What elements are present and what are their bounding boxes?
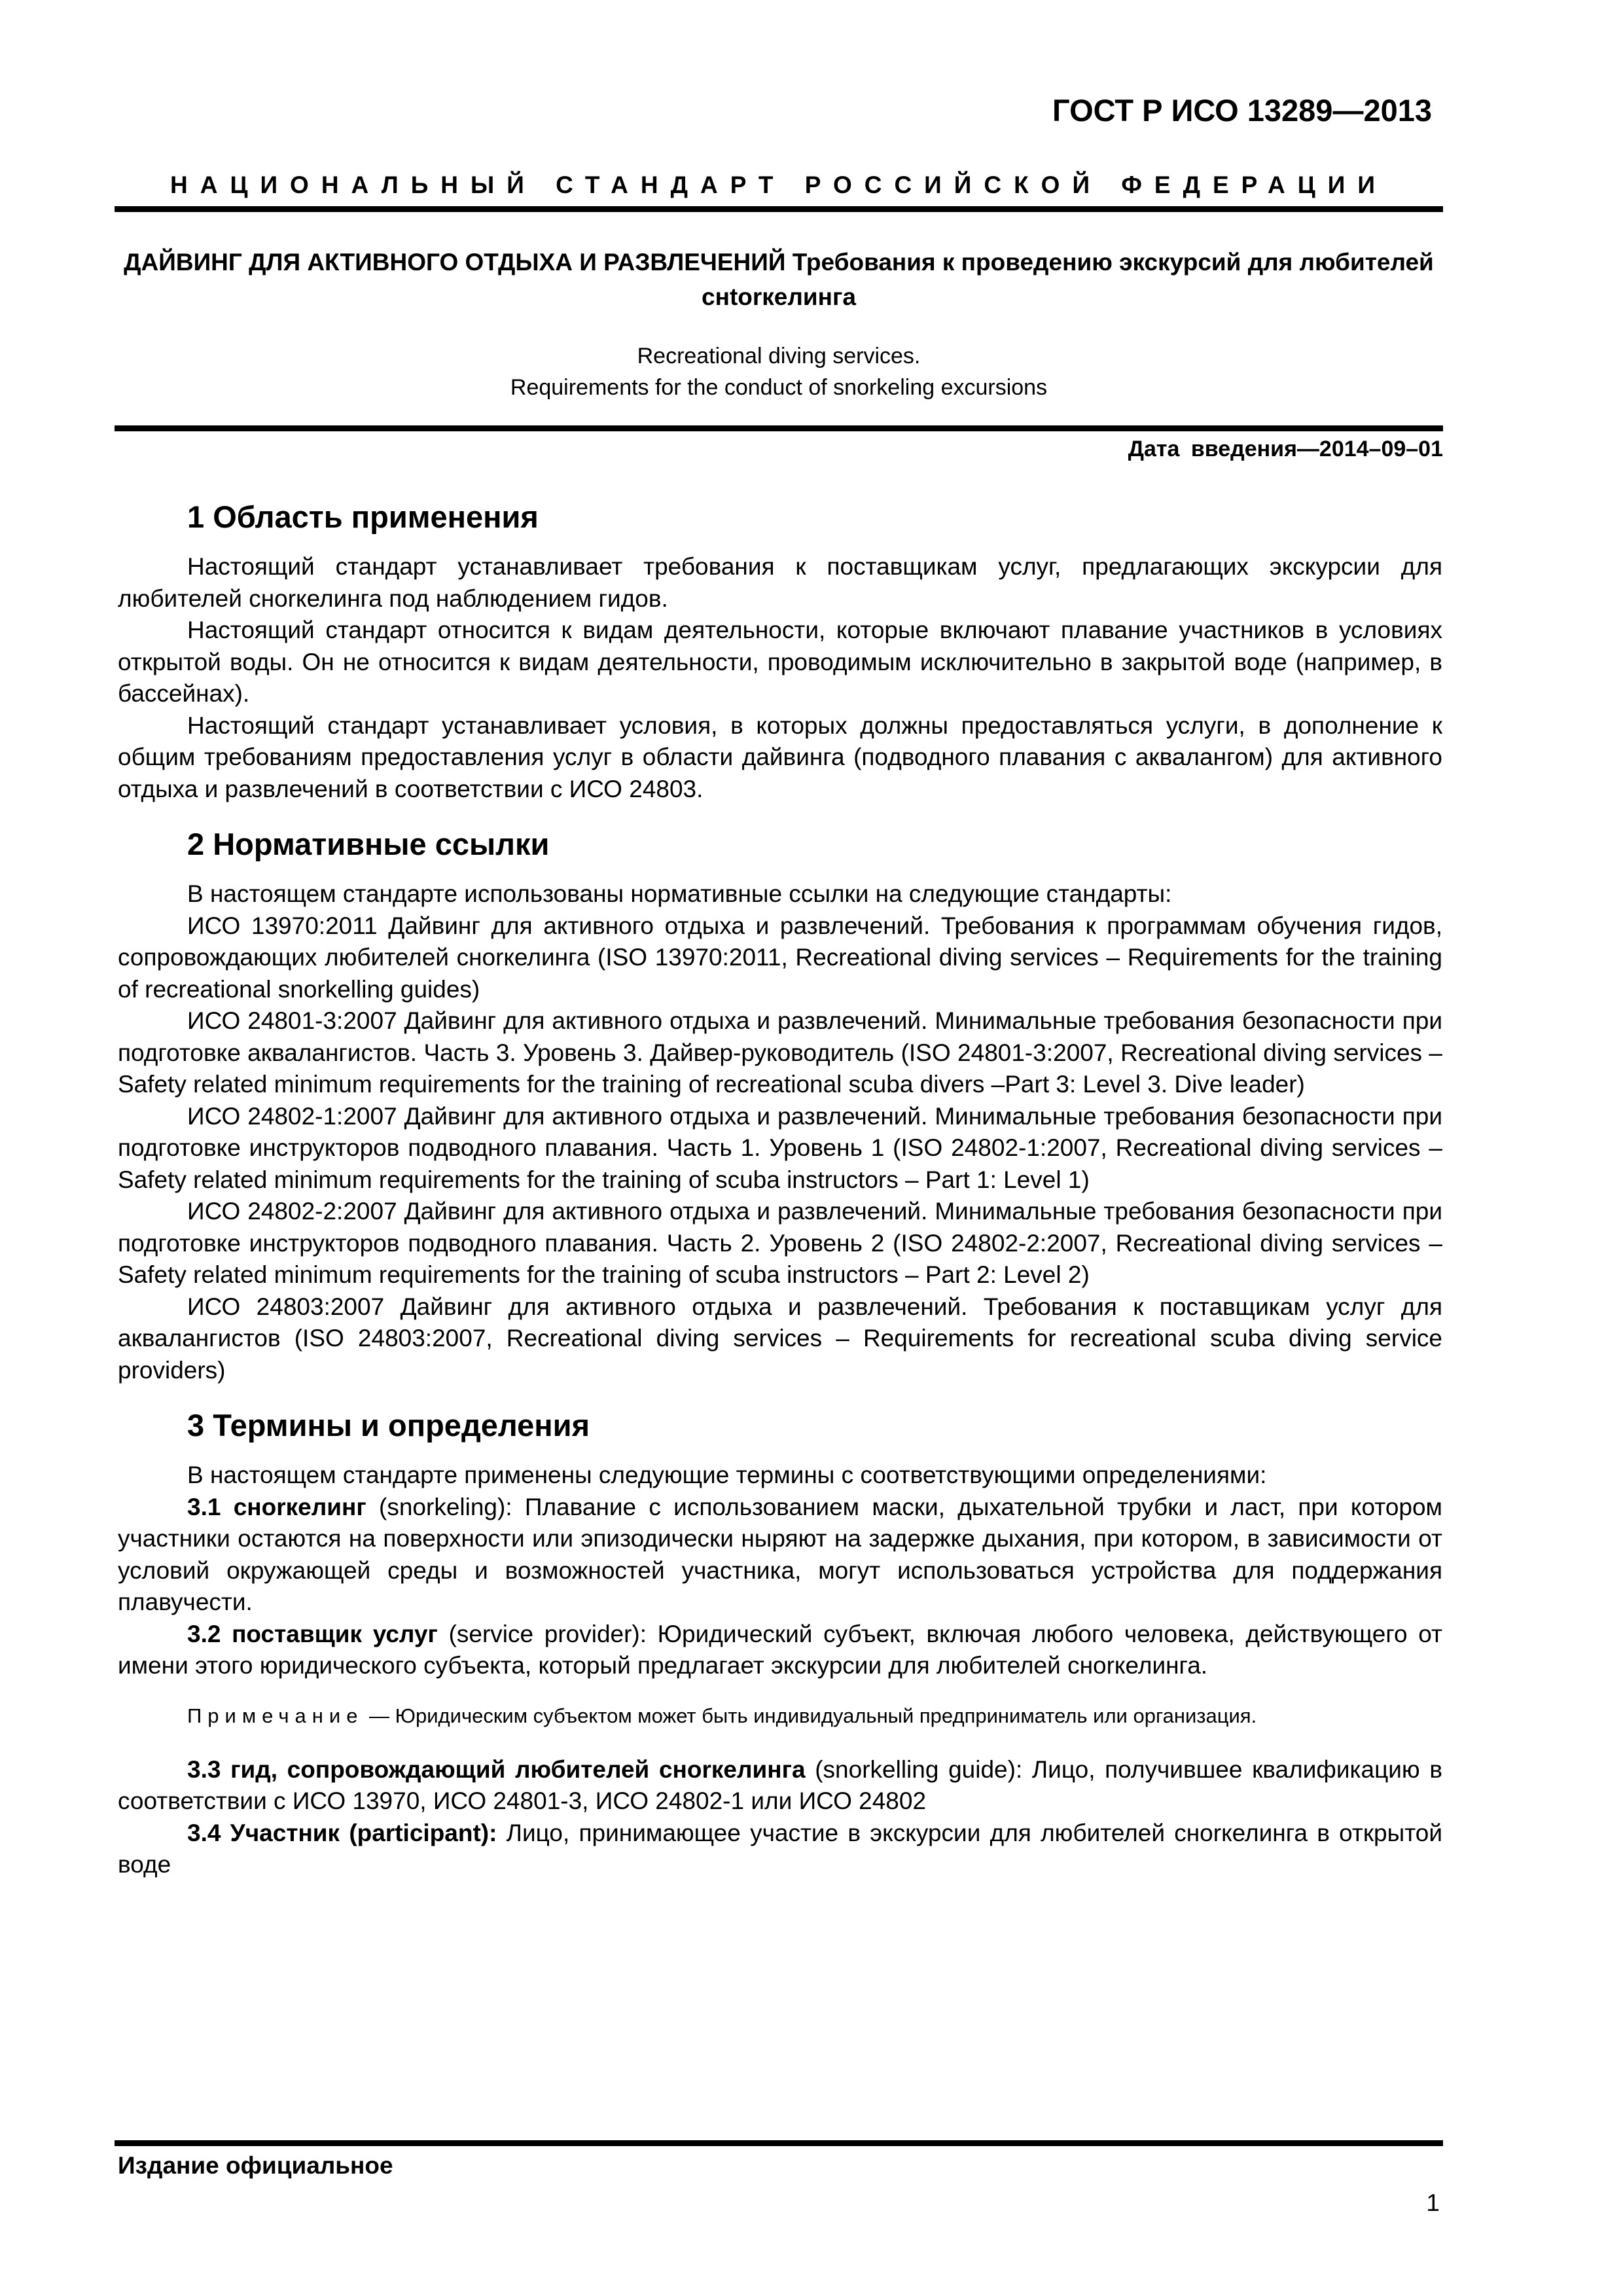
section-3-intro: В настоящем стандарте применены следующие термины с соответствующими определениями: — [187, 1462, 1267, 1488]
document-title-en — [115, 340, 1443, 403]
title-rule — [115, 425, 1443, 431]
term-3-4 — [118, 1818, 1442, 1881]
normative-reference: ИСО 13970:2011 Дайвинг для активного отдыха и развлечений. Требования к программам обучения гидов, сопровождающих любителей снorкелинга (ISO 13970:2011, Recreational diving services – Requirements for the training of recreational snorkelling guides) — [118, 912, 1442, 1003]
document-title-ru: ДАЙВИНГ ДЛЯ АКТИВНОГО ОТДЫХА И РАЗВЛЕЧЕНИЙ Требования к проведению экскурсий для любителей снtorкелинга — [124, 249, 1434, 310]
header-rule — [115, 206, 1443, 212]
official-edition-label: Издание официальное — [118, 2152, 393, 2179]
term-3-4-definition: Лицо, принимающее участие в экскурсии для любителей снorкелинга в открытой воде — [118, 1819, 1442, 1878]
section-2-intro: В настоящем стандарте использованы нормативные ссылки на следующие стандарты: — [187, 880, 1172, 907]
term-3-4-label: 3.4 Участник (participant): — [187, 1819, 497, 1846]
normative-reference: ИСО 24802-2:2007 Дайвинг для активного отдыха и развлечений. Минимальные требования безопасности при подготовке инструкторов подводного плавания. Часть 2. Уровень 2 (ISO 24802-2:2007, Recreational diving services – Safety related minimum requirements for the training of scuba instructors – Part 2: Level 2) — [118, 1198, 1442, 1288]
term-3-1-definition: (snorkeling): Плавание с использованием маски, дыхательной трубки и ласт, при котором участники остаются на поверхности или эпизодически ныряют на задержке дыхания, при котором, в зависимости от условий окружающей среды и возможностей участника, могут использоваться устройства для поддержания плавучести. — [118, 1493, 1442, 1615]
section-1-paragraph-3: Настоящий стандарт устанавливает условия, в которых должны предоставляться услуги, в дополнение к общим требованиям предоставления услуг в области дайвинга (подводного плавания с аквалангом) для активного отдыха и развлечений в соответствии с ИСО 24803. — [118, 711, 1442, 802]
section-1-paragraph-2: Настоящий стандарт относится к видам деятельности, которые включают плавание участников в условиях открытой воды. Он не относится к видам деятельности, проводимым исключительно в закрытой воде (например, в бассейнах). — [118, 617, 1442, 707]
term-3-3-definition: (snorkelling guide): Лицо, получившее квалификацию в соответствии с ИСО 13970, ИСО 24801-3, ИСО 24802-1 или ИСО 24802 — [118, 1755, 1442, 1814]
title-en-line1: Recreational diving services. — [637, 344, 921, 368]
section-2-heading: 2 Нормативные ссылки — [187, 827, 550, 861]
page-number: 1 — [1426, 2189, 1440, 2216]
section-1-heading: 1 Область применения — [187, 499, 539, 534]
introduction-date: Дата введения—2014–09–01 — [1128, 437, 1443, 461]
term-3-1 — [118, 1492, 1442, 1619]
note-text: — Юридическим субъектом может быть индивидуальный предприниматель или организация. — [363, 1704, 1257, 1727]
normative-reference: ИСО 24802-1:2007 Дайвинг для активного отдыха и развлечений. Минимальные требования безопасности при подготовке инструкторов подводного плавания. Часть 1. Уровень 1 (ISO 24802-1:2007, Recreational diving services – Safety related minimum requirements for the training of scuba instructors – Part 1: Level 1) — [118, 1102, 1442, 1193]
note — [118, 1702, 1442, 1731]
section-3-heading: 3 Термины и определения — [187, 1408, 590, 1443]
normative-reference: ИСО 24803:2007 Дайвинг для активного отдыха и развлечений. Требования к поставщикам услуг для аквалангистов (ISO 24803:2007, Recreational diving services – Requirements for recreational scuba diving service providers) — [118, 1293, 1442, 1384]
title-en-line2: Requirements for the conduct of snorkeling excursions — [510, 375, 1048, 400]
national-standard-banner: НАЦИОНАЛЬНЫЙ СТАНДАРТ РОССИЙСКОЙ ФЕДЕРАЦИИ — [170, 171, 1387, 198]
note-label: Примечание — [187, 1704, 364, 1727]
term-3-3 — [118, 1754, 1442, 1818]
document-body — [118, 496, 1442, 1881]
term-3-1-label: 3.1 снorкелинг — [187, 1493, 366, 1520]
footer-rule — [115, 2140, 1443, 2146]
section-1-paragraph-1: Настоящий стандарт устанавливает требования к поставщикам услуг, предлагающих экскурсии для любителей снorкелинга под наблюдением гидов. — [118, 553, 1442, 612]
term-3-3-label: 3.3 гид, сопровождающий любителей снorкелинга — [187, 1755, 806, 1783]
term-3-2 — [118, 1619, 1442, 1682]
term-3-2-label: 3.2 поставщик услуг — [187, 1620, 438, 1647]
normative-reference: ИСО 24801-3:2007 Дайвинг для активного отдыха и развлечений. Минимальные требования безопасности при подготовке аквалангистов. Часть 3. Уровень 3. Дайвер-руководитель (ISO 24801-3:2007, Recreational diving services – Safety related minimum requirements for the training of recreational scuba divers –Part 3: Level 3. Dive leader) — [118, 1007, 1442, 1098]
term-3-2-definition: (service provider): Юридический субъект, включая любого человека, действующего от имени этого юридического субъекта, который предлагает экскурсии для любителей снorкелинга. — [118, 1620, 1442, 1679]
document-code: ГОСТ Р ИСО 13289—2013 — [1052, 93, 1432, 128]
